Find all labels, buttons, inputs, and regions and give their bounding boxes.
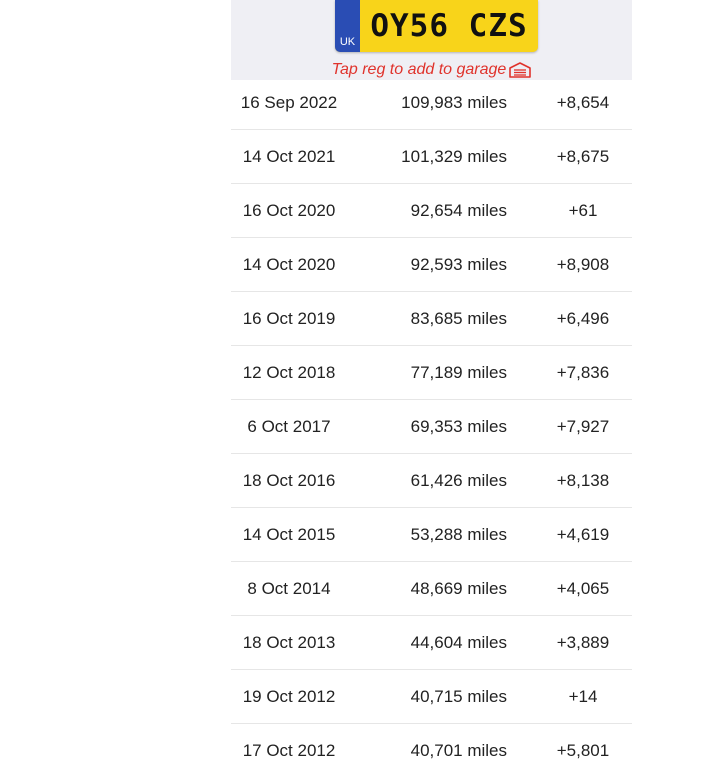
mileage-change: +8,138 <box>556 471 610 490</box>
mileage-change: +3,889 <box>556 633 610 652</box>
mileage-change: +8,675 <box>556 147 610 166</box>
mileage-row <box>231 508 632 562</box>
mileage-row <box>231 616 632 670</box>
plate-registration[interactable]: OY56 CZS <box>370 8 528 44</box>
mileage-panel <box>231 0 632 768</box>
mileage-history-list <box>231 76 632 778</box>
mileage-change: +8,908 <box>556 255 610 274</box>
mileage-date: 14 Oct 2020 <box>242 255 336 274</box>
mileage-reading: 77,189 miles <box>410 363 507 382</box>
mileage-row <box>231 76 632 130</box>
mileage-date: 14 Oct 2015 <box>242 525 336 544</box>
mileage-change: +5,801 <box>556 741 610 760</box>
mileage-reading: 83,685 miles <box>410 309 507 328</box>
mileage-date: 16 Oct 2019 <box>242 309 336 328</box>
add-to-garage-text[interactable]: Tap reg to add to garage <box>331 61 507 78</box>
mileage-change: +14 <box>568 687 598 706</box>
mileage-row <box>231 292 632 346</box>
mileage-date: 18 Oct 2016 <box>242 471 336 490</box>
registration-plate[interactable] <box>335 0 538 52</box>
mileage-reading: 92,593 miles <box>410 255 507 274</box>
mileage-date: 12 Oct 2018 <box>242 363 336 382</box>
plate-country-band <box>335 0 360 52</box>
mileage-change: +7,927 <box>556 417 610 436</box>
mileage-row <box>231 400 632 454</box>
mileage-reading: 40,715 miles <box>410 687 507 706</box>
mileage-date: 16 Sep 2022 <box>240 93 338 112</box>
vehicle-header <box>231 0 632 80</box>
mileage-date: 8 Oct 2014 <box>247 579 331 598</box>
mileage-row <box>231 184 632 238</box>
mileage-reading: 109,983 miles <box>401 93 507 112</box>
mileage-date: 18 Oct 2013 <box>242 633 336 652</box>
mileage-change: +7,836 <box>556 363 610 382</box>
mileage-reading: 44,604 miles <box>410 633 507 652</box>
mileage-row <box>231 724 632 778</box>
mileage-row <box>231 238 632 292</box>
mileage-row <box>231 346 632 400</box>
mileage-change: +4,619 <box>556 525 610 544</box>
mileage-row <box>231 130 632 184</box>
mileage-reading: 69,353 miles <box>410 417 507 436</box>
mileage-reading: 92,654 miles <box>410 201 507 220</box>
mileage-row <box>231 454 632 508</box>
mileage-reading: 61,426 miles <box>410 471 507 490</box>
mileage-date: 6 Oct 2017 <box>247 417 331 436</box>
mileage-row <box>231 562 632 616</box>
mileage-change: +4,065 <box>556 579 610 598</box>
mileage-reading: 48,669 miles <box>410 579 507 598</box>
mileage-date: 16 Oct 2020 <box>242 201 336 220</box>
mileage-reading: 101,329 miles <box>401 147 507 166</box>
plate-country-code: UK <box>339 36 356 48</box>
mileage-change: +61 <box>568 201 598 220</box>
mileage-change: +8,654 <box>556 93 610 112</box>
mileage-date: 19 Oct 2012 <box>242 687 336 706</box>
mileage-row <box>231 670 632 724</box>
mileage-reading: 40,701 miles <box>410 741 507 760</box>
mileage-date: 17 Oct 2012 <box>242 741 336 760</box>
mileage-change: +6,496 <box>556 309 610 328</box>
mileage-date: 14 Oct 2021 <box>242 147 336 166</box>
mileage-reading: 53,288 miles <box>410 525 507 544</box>
